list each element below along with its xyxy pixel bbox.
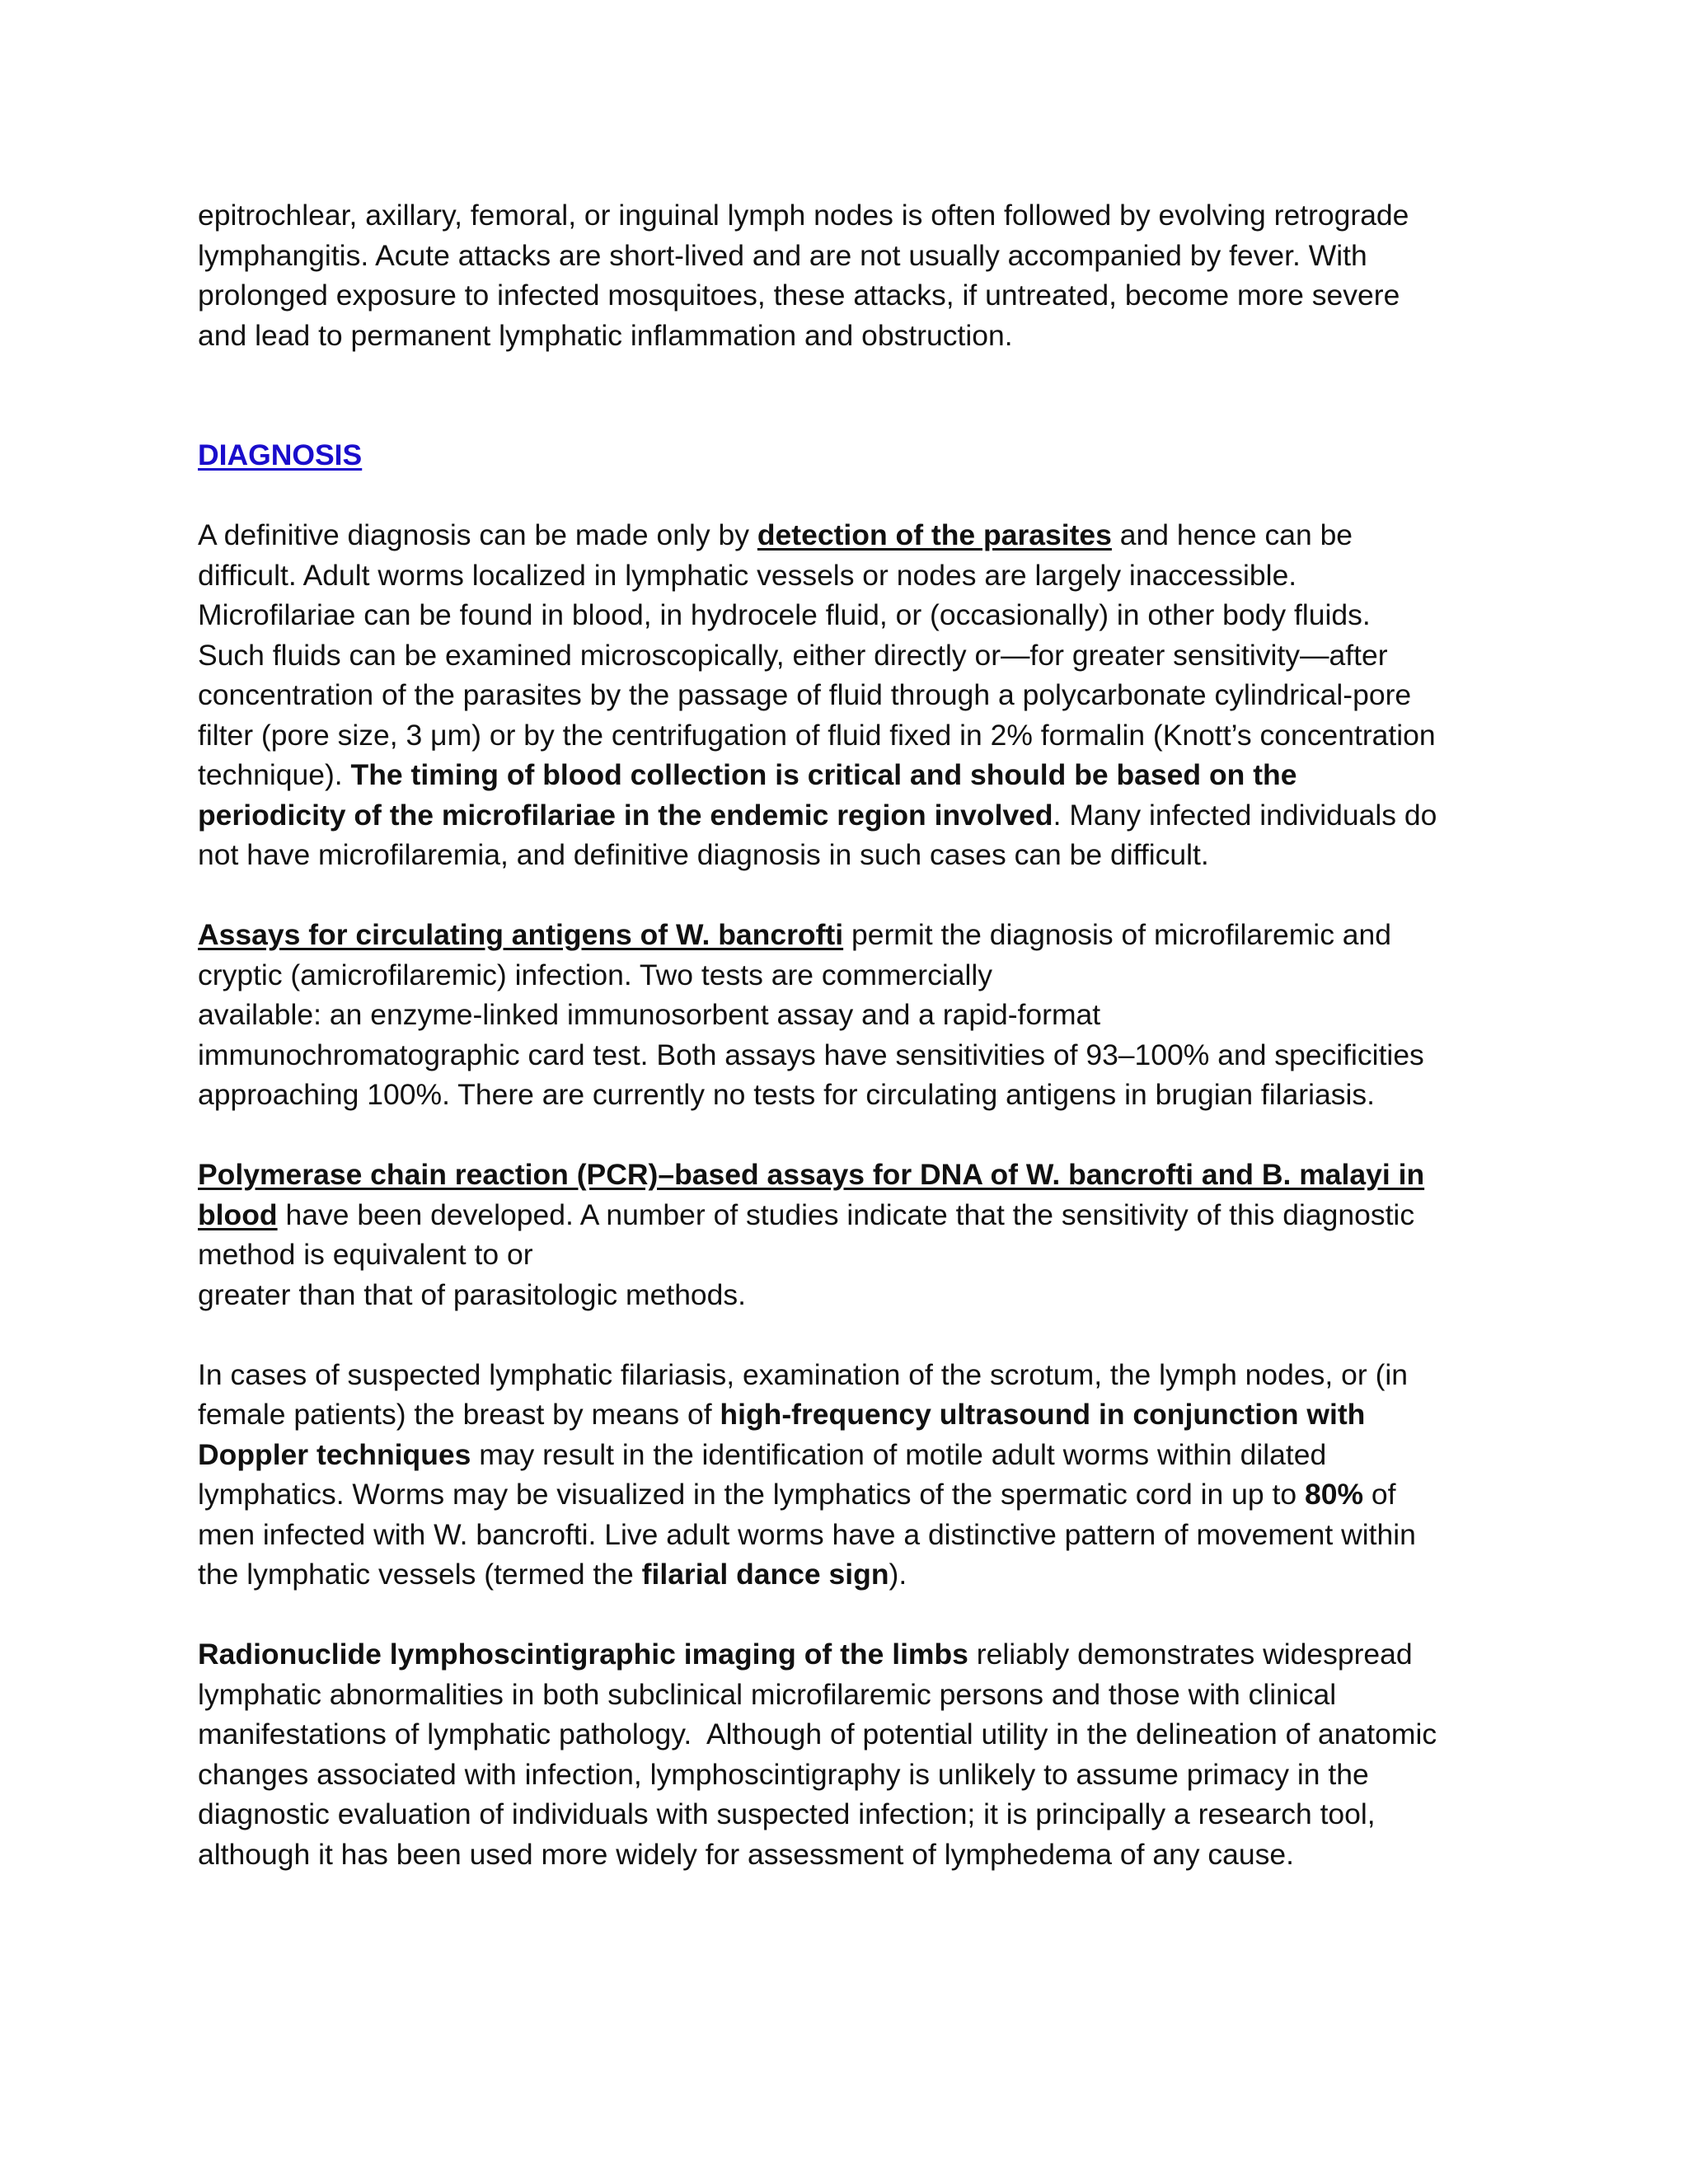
text-line: [198, 755, 1490, 795]
text-run: reliably demonstrates widespread: [968, 1638, 1413, 1671]
text-line: lymphatic abnormalities in both subclinical microfilaremic persons and those with clinical: [198, 1677, 1337, 1711]
text-line: [198, 1155, 1490, 1195]
emphasis-pcr: Polymerase chain reaction (PCR)–based assays for DNA of W. bancrofti and B. malayi in: [198, 1158, 1425, 1191]
text-line: Microfilariae can be found in blood, in hydrocele fluid, or (occasionally) in other body fluids.: [198, 598, 1371, 631]
emphasis-ultrasound: high-frequency ultrasound in conjunction with: [720, 1398, 1366, 1431]
emphasis-timing: The timing of blood collection is critical and should be based on the: [350, 758, 1297, 791]
text-line: and lead to permanent lymphatic inflammation and obstruction.: [198, 318, 1013, 352]
text-line: [198, 1554, 1490, 1595]
paragraph-pcr: [198, 1155, 1490, 1315]
text-line: [198, 1195, 1490, 1235]
text-run: permit the diagnosis of microfilaremic and: [843, 918, 1392, 951]
text-line: [198, 1435, 1490, 1475]
text-line: greater than that of parasitologic methods.: [198, 1277, 747, 1311]
paragraph-lymphoscintigraphy: [198, 1634, 1490, 1874]
text-line: diagnostic evaluation of individuals with suspected infection; it is principally a research tool,: [198, 1797, 1376, 1830]
emphasis-blood: blood: [198, 1197, 278, 1231]
text-run: of: [1363, 1478, 1396, 1511]
text-run: have been developed. A number of studies indicate that the sensitivity of this diagnostic: [277, 1197, 1415, 1231]
text-line: [198, 515, 1490, 555]
text-line: concentration of the parasites by the passage of fluid through a polycarbonate cylindrical-pore: [198, 678, 1412, 711]
text-run: and hence can be: [1111, 518, 1353, 551]
text-line: manifestations of lymphatic pathology. Although of potential utility in the delineation of anatomic: [198, 1718, 1437, 1750]
text-line: In cases of suspected lymphatic filariasis, examination of the scrotum, the lymph nodes, or (in: [198, 1357, 1409, 1391]
emphasis-doppler: Doppler techniques: [198, 1437, 471, 1471]
text-line: approaching 100%. There are currently no tests for circulating antigens in brugian filariasis.: [198, 1078, 1376, 1111]
emphasis-radionuclide: Radionuclide lymphoscintigraphic imaging of the limbs: [198, 1638, 968, 1671]
text-line: available: an enzyme-linked immunosorbent assay and a rapid-format: [198, 998, 1101, 1031]
diagnosis-heading-link[interactable]: DIAGNOSIS: [198, 438, 363, 471]
paragraph-ultrasound: [198, 1355, 1490, 1595]
text-line: not have microfilaremia, and definitive diagnosis in such cases can be difficult.: [198, 838, 1209, 871]
text-line: cryptic (amicrofilaremic) infection. Two tests are commercially: [198, 958, 992, 991]
section-heading: [198, 435, 1490, 476]
paragraph-detection: [198, 515, 1490, 875]
text-run: lymphatics. Worms may be visualized in the lymphatics of the spermatic cord in up to: [198, 1478, 1305, 1511]
text-line: immunochromatographic card test. Both assays have sensitivities of 93–100% and specificities: [198, 1038, 1424, 1071]
text-line: although it has been used more widely for assessment of lymphedema of any cause.: [198, 1837, 1295, 1871]
intro-paragraph: [198, 195, 1490, 355]
text-run: technique).: [198, 758, 351, 791]
text-line: epitrochlear, axillary, femoral, or inguinal lymph nodes is often followed by evolving retrograde: [198, 199, 1409, 232]
paragraph-antigen-assays: [198, 915, 1490, 1115]
text-line: [198, 795, 1490, 836]
text-run: . Many infected individuals do: [1053, 798, 1437, 832]
emphasis-filarial-dance: filarial dance sign: [641, 1558, 889, 1591]
text-run: may result in the identification of motile adult worms within dilated: [471, 1437, 1327, 1471]
text-run: A definitive diagnosis can be made only by: [198, 518, 757, 551]
text-line: [198, 1474, 1490, 1515]
text-line: Such fluids can be examined microscopically, either directly or—for greater sensitivity—after: [198, 638, 1388, 672]
text-line: men infected with W. bancrofti. Live adult worms have a distinctive pattern of movement within: [198, 1517, 1416, 1551]
text-run: ).: [889, 1558, 907, 1591]
text-line: [198, 1394, 1490, 1435]
text-line: filter (pore size, 3 μm) or by the centrifugation of fluid fixed in 2% formalin (Knott’s concentration: [198, 718, 1436, 752]
text-line: prolonged exposure to infected mosquitoes, these attacks, if untreated, become more severe: [198, 279, 1400, 312]
text-line: lymphangitis. Acute attacks are short-lived and are not usually accompanied by fever. With: [198, 238, 1367, 272]
text-line: [198, 1634, 1490, 1675]
text-line: difficult. Adult worms localized in lymphatic vessels or nodes are largely inaccessible.: [198, 558, 1297, 592]
text-line: [198, 915, 1490, 955]
emphasis-detection: detection of the parasites: [757, 518, 1112, 551]
text-run: female patients) the breast by means of: [198, 1398, 720, 1431]
emphasis-antigen-assays: Assays for circulating antigens of W. bancrofti: [198, 918, 844, 951]
text-line: changes associated with infection, lymphoscintigraphy is unlikely to assume primacy in the: [198, 1757, 1369, 1791]
emphasis-periodicity: periodicity of the microfilariae in the endemic region involved: [198, 798, 1053, 832]
text-line: method is equivalent to or: [198, 1238, 533, 1271]
emphasis-percent: 80%: [1304, 1478, 1364, 1511]
text-run: the lymphatic vessels (termed the: [198, 1558, 642, 1591]
